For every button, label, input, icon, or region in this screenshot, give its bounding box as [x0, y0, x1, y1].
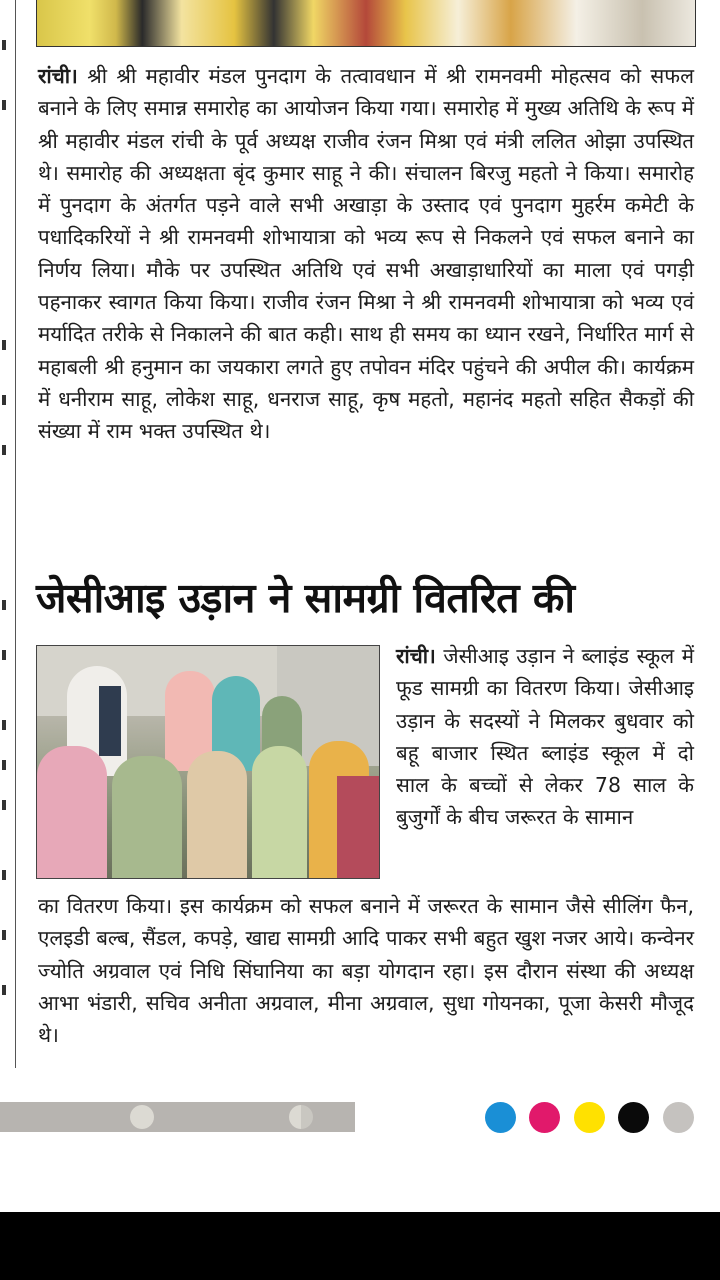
article2-photo: [36, 645, 380, 879]
column-divider: [15, 0, 16, 1068]
article2-side-text: जेसीआइ उड़ान ने ब्लाइंड स्कूल में फूड सामग्री का वितरण किया। जेसीआइ उड़ान के सदस्यों ने मिलकर बुधवार को बहू बाजार स्थित ब्लाइंड स्कूल में दो साल के बच्चों से लेकर 78 साल के बुजुर्गों के बीच जरूरत के सामान: [396, 644, 694, 830]
adjacent-column-fragments: [0, 0, 12, 1068]
magenta-dot: [529, 1102, 560, 1133]
article1-body: [38, 60, 694, 448]
registration-half-circle: [289, 1105, 313, 1129]
article2-headline: जेसीआइ उड़ान ने सामग्री वितरित की: [36, 574, 575, 622]
article2-side-body: [396, 640, 694, 834]
gray-dot: [663, 1102, 694, 1133]
screen-bottom-bar: [0, 1212, 720, 1280]
black-dot: [618, 1102, 649, 1133]
registration-circle: [130, 1105, 154, 1129]
article1-text: श्री श्री महावीर मंडल पुनदाग के तत्वावधान में श्री रामनवमी मोहत्सव को सफल बनाने के लिए समान्न समारोह का आयोजन किया गया। समारोह में मुख्य अतिथि के रूप में श्री महावीर मंडल रांची के पूर्व अध्यक्ष राजीव रंजन मिश्रा एवं मंत्री ललित ओझा उपस्थित थे। समारोह की अध्यक्षता बृंद कुमार साहू ने की। संचालन बिरजु महतो ने किया। समारोह में पुनदाग के अंतर्गत पड़ने वाले सभी अखाड़ा के उस्ताद एवं पुनदाग मुहर्रम कमेटी के पधादिकरियों ने श्री रामनवमी शोभायात्रा को भव्य रूप से निकलने एवं सफल बनाने का निर्णय लिया। मौके पर उपस्थित अतिथि एवं सभी अखाड़ाधारियों का माला एवं पगड़ी पहनाकर स्वागत किया किया। राजीव रंजन मिश्रा ने श्री रामनवमी शोभायात्रा को भव्य एवं मर्यादित तरीके से निकालने की बात कही। साथ ही समय का ध्यान रखने, निर्धारित मार्ग से महाबली श्री हनुमान का जयकारा लगते हुए तपोवन मंदिर पहुंचने की अपील की। कार्यक्रम में धनीराम साहू, लोकेश साहू, धनराज साहू, कृष महतो, महानंद महतो सहित सैकड़ों की संख्या में राम भक्त उपस्थित थे।: [38, 64, 694, 444]
yellow-dot: [574, 1102, 605, 1133]
article2-continued-body: का वितरण किया। इस कार्यक्रम को सफल बनाने में जरूरत के सामान जैसे सीलिंग फैन, एलइडी बल्ब, सैंडल, कपड़े, खाद्य सामग्री आदि पाकर सभी बहुत खुश नजर आये। कन्वेनर ज्योति अग्रवाल एवं निधि सिंघानिया का बड़ा योगदान रहा। इस दौरान संस्था की अध्यक्ष आभा भंडारी, सचिव अनीता अग्रवाल, मीना अग्रवाल, सुधा गोयनका, पूजा केसरी मौजूद थे।: [38, 894, 694, 1048]
cyan-dot: [485, 1102, 516, 1133]
article1-dateline: रांची।: [38, 64, 78, 88]
top-news-photo: [36, 0, 696, 47]
article2-dateline: रांची।: [396, 644, 436, 668]
